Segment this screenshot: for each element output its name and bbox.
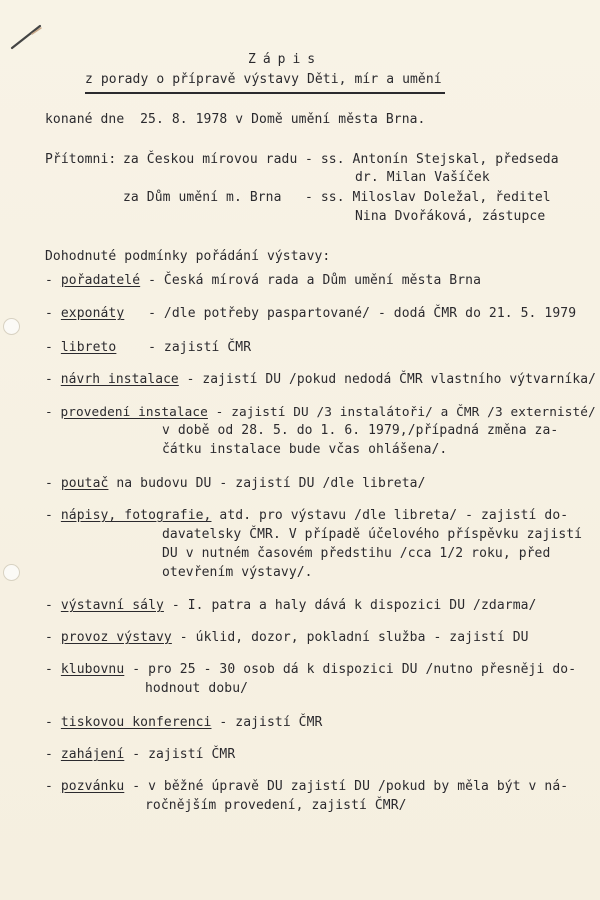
list-item: - tiskovou konferenci - zajistí ČMR <box>45 715 323 730</box>
list-item: - klubovnu - pro 25 - 30 osob dá k dispozici DU /nutno přesněji do- <box>45 662 577 677</box>
list-item: - pozvánku - v běžné úpravě DU zajistí DU /pokud by měla být v ná- <box>45 779 569 794</box>
present-org-2: za Dům umění m. Brna <box>123 190 282 205</box>
list-item: - poutač na budovu DU - zajistí DU /dle libreta/ <box>45 476 426 491</box>
list-item: - provedení instalace - zajistí DU /3 instalátoři/ a ČMR /3 externisté/ <box>45 404 596 419</box>
present-person-2: dr. Milan Vašíček <box>355 170 490 185</box>
list-item: - zahájení - zajistí ČMR <box>45 747 236 762</box>
list-item: - pořadatelé - Česká mírová rada a Dům umění města Brna <box>45 273 482 288</box>
present-person-3: - ss. Miloslav Doležal, ředitel <box>305 190 551 205</box>
title-underline <box>85 92 445 94</box>
list-item: - libreto - zajistí ČMR <box>45 340 252 355</box>
list-item-continuation: otevřením výstavy/. <box>162 565 313 580</box>
list-item-continuation: hodnout dobu/ <box>145 681 249 696</box>
punch-hole <box>3 564 20 581</box>
list-item: - provoz výstavy - úklid, dozor, pokladní služba - zajistí DU <box>45 630 529 645</box>
present-person-1: - ss. Antonín Stejskal, předseda <box>305 152 559 167</box>
list-item-continuation: ročnějším provedení, zajistí ČMR/ <box>145 798 407 813</box>
list-item-continuation: davatelsky ČMR. V případě účelového příspěvku zajistí <box>162 527 583 542</box>
meeting-line: konané dne 25. 8. 1978 v Domě umění města Brna. <box>45 112 426 127</box>
punch-hole <box>3 318 20 335</box>
pen-stroke-mark <box>10 20 44 50</box>
present-org-1: za Českou mírovou radu <box>123 152 298 167</box>
list-item: - exponáty - /dle potřeby paspartované/ - dodá ČMR do 21. 5. 1979 <box>45 306 577 321</box>
doc-title: Zápis <box>248 52 323 67</box>
list-item: - nápisy, fotografie, atd. pro výstavu /dle libreta/ - zajistí do- <box>45 508 569 523</box>
list-item-continuation: čátku instalace bude včas ohlášena/. <box>162 442 448 457</box>
present-person-4: Nina Dvořáková, zástupce <box>355 209 546 224</box>
list-item: - návrh instalace - zajistí DU /pokud nedodá ČMR vlastního výtvarníka/ <box>45 372 596 387</box>
present-label: Přítomni: <box>45 152 117 167</box>
list-item-continuation: v době od 28. 5. do 1. 6. 1979,/případná změna za- <box>162 423 559 438</box>
doc-subtitle: z porady o přípravě výstavy Děti, mír a umění <box>85 72 442 87</box>
list-item-continuation: DU v nutném časovém předstihu /cca 1/2 roku, před <box>162 546 551 561</box>
conditions-heading: Dohodnuté podmínky pořádání výstavy: <box>45 249 331 264</box>
list-item: - výstavní sály - I. patra a haly dává k dispozici DU /zdarma/ <box>45 598 537 613</box>
